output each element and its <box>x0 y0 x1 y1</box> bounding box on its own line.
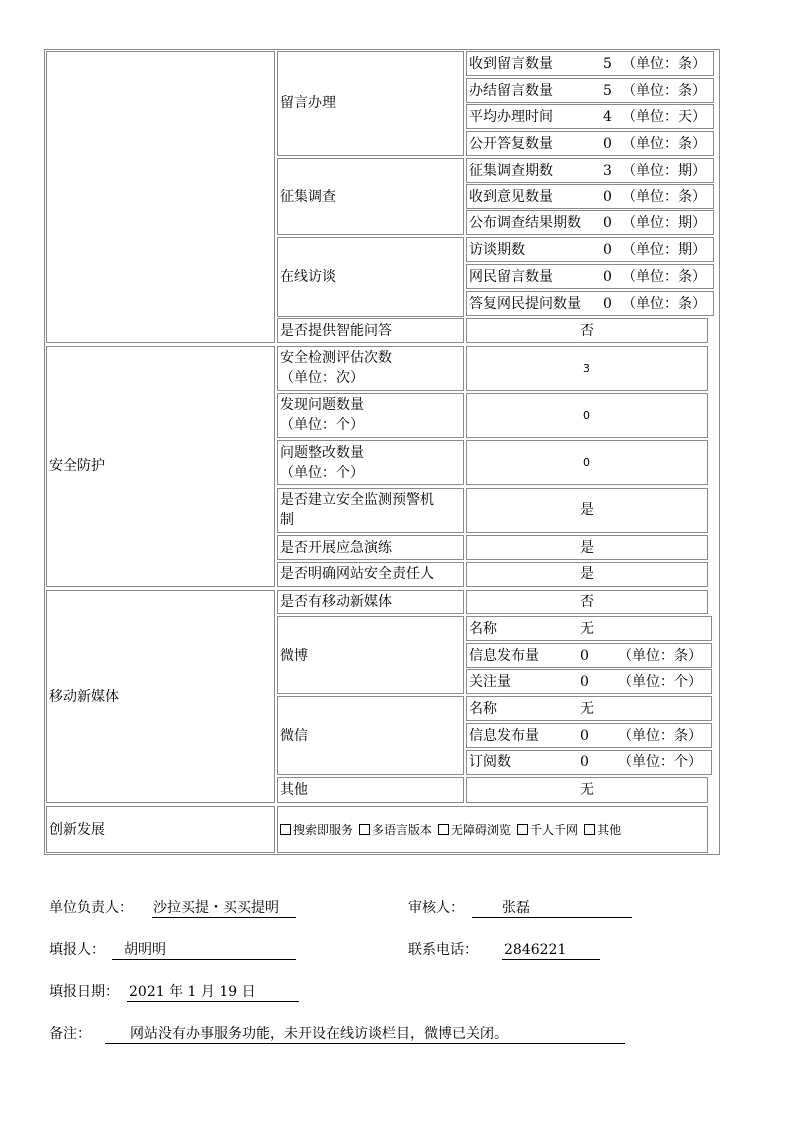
row-name: 征集调查期数 <box>469 163 553 179</box>
chuangxin-options <box>280 822 627 838</box>
row-unit: （单位：条） <box>622 296 706 312</box>
zhenggai-unit: （单位：个） <box>280 465 364 481</box>
zeren-value: 是 <box>580 566 594 582</box>
jiance-label: 安全检测评估次数 <box>280 350 392 366</box>
dianhua-label: 联系电话： <box>408 942 478 958</box>
row-value: 5 <box>603 56 612 72</box>
weibo-label: 微博 <box>280 648 308 664</box>
row-unit: （单位：条） <box>622 83 706 99</box>
chuangxin-section-label: 创新发展 <box>49 822 105 838</box>
riqi-value[interactable]: 2021 年 1 月 19 日 <box>129 984 256 1000</box>
option-qianren[interactable]: 千人千网 <box>517 823 578 837</box>
underline <box>112 959 296 960</box>
underline <box>502 959 600 960</box>
row-value: 5 <box>603 83 612 99</box>
fuzeren-value[interactable]: 沙拉买提・买买提明 <box>153 900 279 916</box>
zhineng-label: 是否提供智能问答 <box>280 323 392 339</box>
checkbox-icon[interactable] <box>517 824 528 835</box>
row-unit: （单位：条） <box>622 56 706 72</box>
yujing-label-cont: 制 <box>280 512 294 528</box>
checkbox-icon[interactable] <box>584 824 595 835</box>
row-name: 公开答复数量 <box>469 136 553 152</box>
beizhu-value[interactable]: 网站没有办事服务功能，未开设在线访谈栏目，微博已关闭。 <box>130 1026 508 1042</box>
tianbao-label: 填报人： <box>49 942 105 958</box>
yujing-label: 是否建立安全监测预警机 <box>280 492 434 508</box>
row-name: 公布调查结果期数 <box>469 215 581 231</box>
weibo-fabu-unit: （单位：条） <box>618 648 702 664</box>
weixin-dingyue-unit: （单位：个） <box>618 754 702 770</box>
weibo-guanzhu-value: 0 <box>580 674 589 690</box>
row-unit: （单位：条） <box>622 189 706 205</box>
weixin-fabu-unit: （单位：条） <box>618 728 702 744</box>
shenhe-value[interactable]: 张磊 <box>502 900 530 916</box>
row-value: 0 <box>603 215 612 231</box>
row-value: 0 <box>603 296 612 312</box>
weibo-fabu-label: 信息发布量 <box>469 648 539 664</box>
row-unit: （单位：条） <box>622 269 706 285</box>
qita-label: 其他 <box>280 782 308 798</box>
row-name: 收到意见数量 <box>469 189 553 205</box>
wenti-value: 0 <box>583 409 590 422</box>
jiance-unit: （单位：次） <box>280 370 364 386</box>
fangtan-label: 在线访谈 <box>280 269 336 285</box>
underline <box>472 917 632 918</box>
weixin-fabu-value: 0 <box>580 728 589 744</box>
weixin-name-label: 名称 <box>469 701 497 717</box>
zhengji-label: 征集调查 <box>280 189 336 205</box>
dianhua-value[interactable]: 2846221 <box>504 942 567 958</box>
weixin-dingyue-value: 0 <box>580 754 589 770</box>
weixin-dingyue-label: 订阅数 <box>469 754 511 770</box>
qita-value: 无 <box>580 782 594 798</box>
tianbao-value[interactable]: 胡明明 <box>124 942 166 958</box>
row-value: 0 <box>603 269 612 285</box>
wenti-unit: （单位：个） <box>280 417 364 433</box>
row-value: 0 <box>603 189 612 205</box>
row-name: 收到留言数量 <box>469 56 553 72</box>
zeren-label: 是否明确网站安全责任人 <box>280 566 434 582</box>
wenti-label: 发现问题数量 <box>280 397 364 413</box>
row-value: 0 <box>603 136 612 152</box>
row-value: 3 <box>603 163 612 179</box>
weibo-guanzhu-unit: （单位：个） <box>618 674 702 690</box>
row-unit: （单位：期） <box>622 163 706 179</box>
weibo-guanzhu-label: 关注量 <box>469 674 511 690</box>
row-unit: （单位：天） <box>622 109 706 125</box>
jiance-value: 3 <box>583 362 590 375</box>
weibo-name-label: 名称 <box>469 621 497 637</box>
underline <box>152 917 296 918</box>
yidong-section-label: 移动新媒体 <box>49 689 119 705</box>
row-unit: （单位：期） <box>622 215 706 231</box>
option-wuzhangai[interactable]: 无障碍浏览 <box>438 823 511 837</box>
liuyan-label: 留言办理 <box>280 95 336 111</box>
weibo-fabu-value: 0 <box>580 648 589 664</box>
row-unit: （单位：期） <box>622 242 706 258</box>
yujing-value: 是 <box>580 502 594 518</box>
row-value: 0 <box>603 242 612 258</box>
shenhe-label: 审核人： <box>408 900 464 916</box>
fuzeren-label: 单位负责人： <box>49 900 133 916</box>
underline <box>127 1001 299 1002</box>
weixin-name-value: 无 <box>580 701 594 717</box>
you-label: 是否有移动新媒体 <box>280 594 392 610</box>
row-value: 4 <box>603 109 612 125</box>
weixin-fabu-label: 信息发布量 <box>469 728 539 744</box>
row-name: 办结留言数量 <box>469 83 553 99</box>
option-qita[interactable]: 其他 <box>584 823 621 837</box>
row-name: 答复网民提问数量 <box>469 296 581 312</box>
checkbox-icon[interactable] <box>280 824 291 835</box>
row-name: 网民留言数量 <box>469 269 553 285</box>
option-duoyuyan[interactable]: 多语言版本 <box>359 823 432 837</box>
checkbox-icon[interactable] <box>359 824 370 835</box>
zhenggai-value: 0 <box>583 456 590 469</box>
you-value: 否 <box>580 594 594 610</box>
checkbox-icon[interactable] <box>438 824 449 835</box>
zhineng-value: 否 <box>580 323 594 339</box>
yanlian-value: 是 <box>580 540 594 556</box>
underline <box>105 1043 625 1044</box>
row-unit: （单位：条） <box>622 136 706 152</box>
section-cell-top <box>46 51 275 343</box>
option-sousuo[interactable]: 搜索即服务 <box>280 823 353 837</box>
yanlian-label: 是否开展应急演练 <box>280 540 392 556</box>
row-name: 访谈期数 <box>469 242 525 258</box>
row-name: 平均办理时间 <box>469 109 553 125</box>
anquan-section-label: 安全防护 <box>49 458 105 474</box>
weixin-label: 微信 <box>280 728 308 744</box>
weibo-name-value: 无 <box>580 621 594 637</box>
riqi-label: 填报日期： <box>49 984 119 1000</box>
zhenggai-label: 问题整改数量 <box>280 445 364 461</box>
beizhu-label: 备注： <box>49 1026 91 1042</box>
